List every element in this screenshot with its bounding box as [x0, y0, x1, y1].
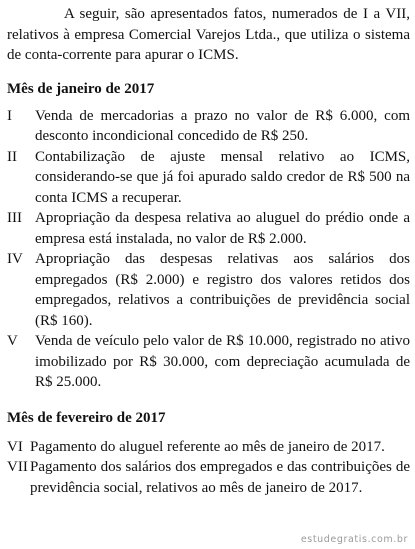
fact-number: VI [7, 438, 23, 455]
fact-text: Pagamento dos salários dos empregados e das contribuições de previdência social, relativos ao mês de janeiro de 2017. [30, 459, 410, 496]
fact-number: IV [7, 251, 23, 267]
fact-text: Venda de veículo pelo valor de R$ 10.000, registrado no ativo imobilizado por R$ 30.000, com depreciação acumulada de R$ 25.000. [35, 333, 410, 390]
fact-number: II [7, 148, 17, 165]
fact-text: Apropriação da despesa relativa ao aluguel do prédio onde a empresa está instalada, no valor de R$ 2.000. [35, 210, 410, 247]
fact-text: Apropriação das despesas relativas aos salários dos empregados (R$ 2.000) e registro dos valores retidos dos empregados, relativos a contribuições de previdência social (R$ 160). [35, 251, 410, 329]
intro-paragraph: A seguir, são apresentados fatos, numerados de I a VII, relativos à empresa Comercial Varejos Ltda., que utiliza o sistema de conta-corrente para apurar o ICMS. [7, 6, 410, 63]
fact-item [7, 331, 410, 393]
fact-item [7, 208, 410, 249]
fact-number: III [7, 210, 22, 226]
fact-item [7, 249, 410, 331]
fact-item [7, 147, 410, 209]
section-heading-february: Mês de fevereiro de 2017 [7, 409, 166, 426]
fact-number: V [7, 333, 18, 349]
fact-item [7, 106, 410, 147]
fact-item [7, 437, 410, 458]
section-heading-january: Mês de janeiro de 2017 [7, 80, 155, 97]
watermark: estudegratis.com.br [300, 534, 408, 545]
fact-item [7, 457, 410, 498]
question-text [7, 4, 410, 498]
fact-text: Pagamento do aluguel referente ao mês de janeiro de 2017. [30, 438, 385, 455]
february-facts-list [7, 437, 410, 499]
fact-number: I [7, 107, 12, 124]
january-facts-list [7, 106, 410, 393]
fact-number: VII [7, 459, 28, 475]
fact-text: Venda de mercadorias a prazo no valor de R$ 6.000, com desconto incondicional concedido de R$ 250. [35, 107, 410, 144]
fact-text: Contabilização de ajuste mensal relativo ao ICMS, considerando-se que já foi apurado saldo credor de R$ 500 na conta ICMS a recuperar. [35, 148, 410, 206]
